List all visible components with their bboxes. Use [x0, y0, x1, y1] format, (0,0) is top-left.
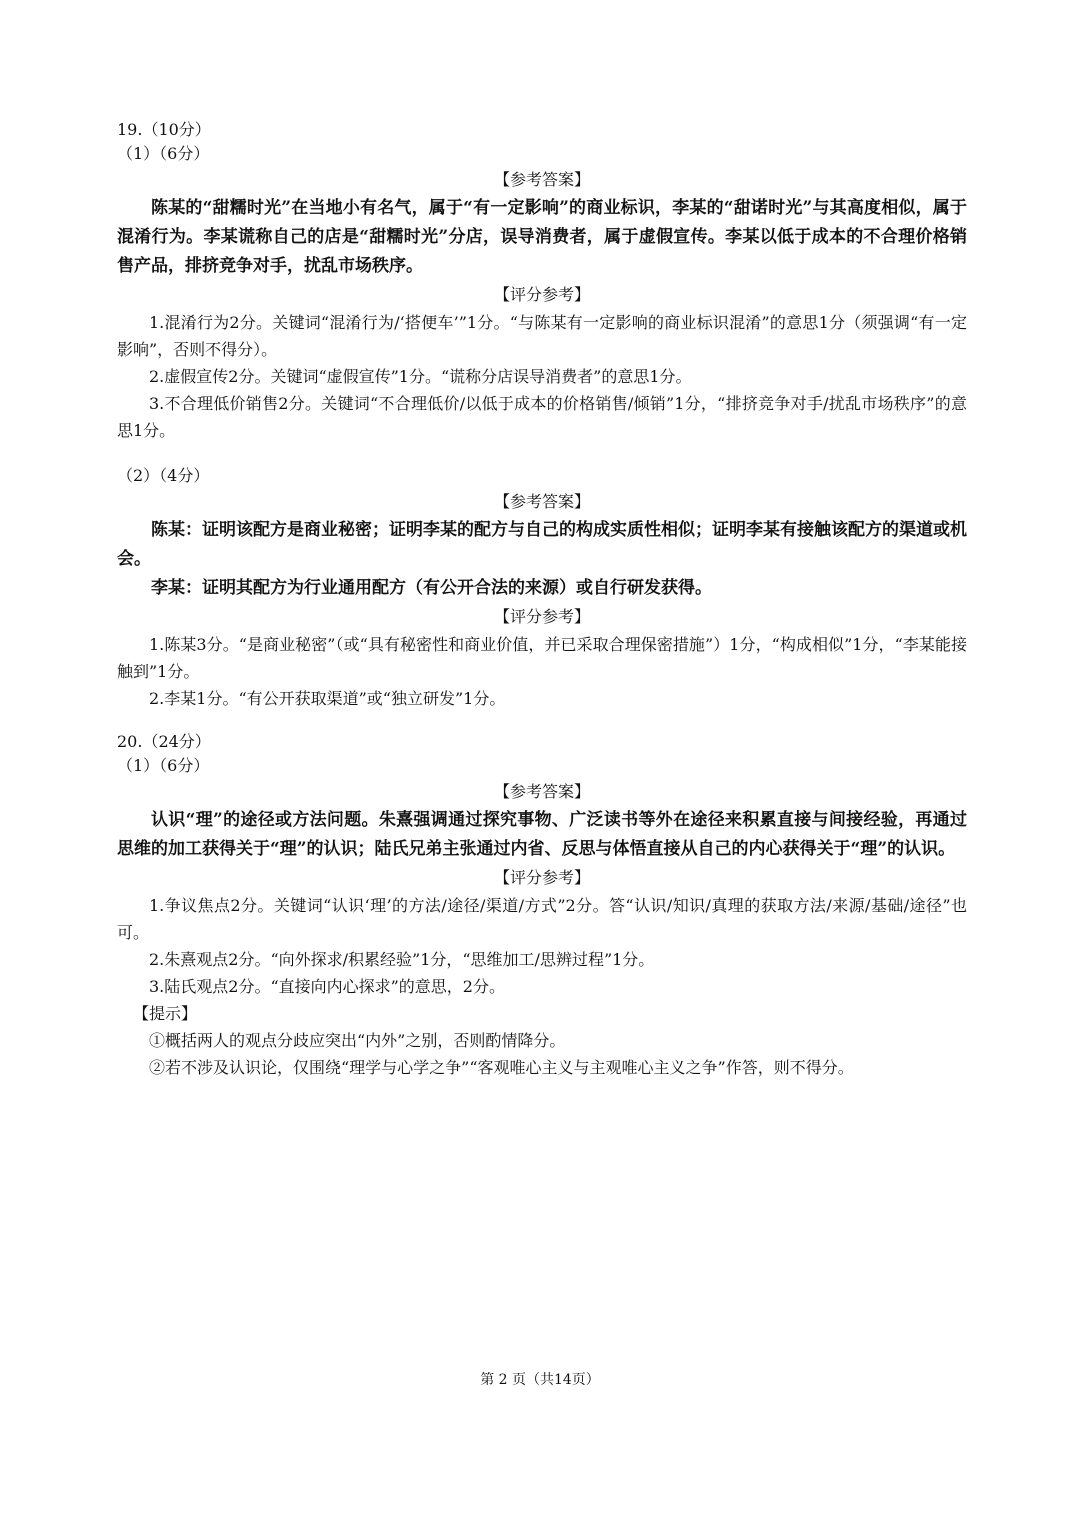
page-footer: 第 2 页（共14页）	[480, 1372, 600, 1388]
q20-part1-score-2: 2.朱熹观点2分。“向外探求/积累经验”1分，“思维加工/思辨过程”1分。	[149, 950, 655, 969]
q20-tip-heading: 【提示】	[133, 1004, 198, 1023]
q20-tip-1: ①概括两人的观点分歧应突出“内外”之别，否则酌情降分。	[149, 1031, 566, 1050]
q19-part1-score-2: 2.虚假宣传2分。关键词“虚假宣传”1分。“谎称分店误导消费者”的意思1分。	[149, 367, 692, 386]
q20-part1-score-3: 3.陆氏观点2分。“直接向内心探求”的意思，2分。	[149, 977, 505, 996]
spacer	[117, 444, 967, 464]
q19-part2-label: （2）（4分）	[117, 466, 210, 485]
q19-part2-score-2: 2.李某1分。“有公开获取渠道”或“独立研发”1分。	[149, 689, 506, 708]
q19-part2-score-1: 1.陈某3分。“是商业秘密”（或“具有秘密性和商业价值，并已采取合理保密措施”）1分，“构成相似”1分，“李某能接触到”1分。	[117, 635, 967, 681]
q20-part1-label: （1）（6分）	[117, 756, 210, 775]
q20-part1-answer: 认识“理”的途径或方法问题。朱熹强调通过探究事物、广泛读书等外在途径来积累直接与间接经验，再通过思维的加工获得关于“理”的认识；陆氏兄弟主张通过内省、反思与体悟直接从自己的内心获得关于“理”的认识。	[117, 810, 967, 859]
q20-part1-score-1: 1.争议焦点2分。关键词“认识‘理’的方法/途径/渠道/方式”2分。答“认识/知识/真理的获取方法/来源/基础/途径”也可。	[117, 896, 967, 942]
q19-title: 19.（10分）	[117, 120, 211, 139]
q19-part1-score-heading: 【评分参考】	[493, 285, 590, 304]
spacer	[117, 712, 967, 730]
q20-part1-score-heading: 【评分参考】	[493, 868, 590, 887]
q19-part2-score-heading: 【评分参考】	[493, 607, 590, 626]
q19-part1-score-3: 3.不合理低价销售2分。关键词“不合理低价/以低于成本的价格销售/倾销”1分，“排挤竞争对手/扰乱市场秩序”的意思1分。	[117, 394, 967, 440]
q19-part1-score-1: 1.混淆行为2分。关键词“混淆行为/‘搭便车’”1分。“与陈某有一定影响的商业标识混淆”的意思1分（须强调“有一定影响”，否则不得分）。	[117, 313, 967, 359]
q19-part1-label: （1）（6分）	[117, 144, 210, 163]
document-page	[117, 118, 967, 1081]
q19-part1-answer: 陈某的“甜糯时光”在当地小有名气，属于“有一定影响”的商业标识，李某的“甜诺时光”与其高度相似，属于混淆行为。李某谎称自己的店是“甜糯时光”分店，误导消费者，属于虚假宣传。李某以低于成本的不合理价格销售产品，排挤竞争对手，扰乱市场秩序。	[117, 198, 967, 276]
q19-part2-answer-2: 李某：证明其配方为行业通用配方（有公开合法的来源）或自行研发获得。	[151, 578, 712, 598]
q20-part1-answer-heading: 【参考答案】	[493, 782, 590, 801]
q19-part2-answer-heading: 【参考答案】	[493, 492, 590, 511]
q19-part2-answer-1: 陈某：证明该配方是商业秘密；证明李某的配方与自己的构成实质性相似；证明李某有接触该配方的渠道或机会。	[117, 520, 967, 569]
q20-title: 20.（24分）	[117, 732, 211, 751]
q19-part1-answer-heading: 【参考答案】	[493, 170, 590, 189]
q20-tip-2: ②若不涉及认识论，仅围绕“理学与心学之争”“客观唯心主义与主观唯心主义之争”作答，则不得分。	[149, 1058, 854, 1077]
